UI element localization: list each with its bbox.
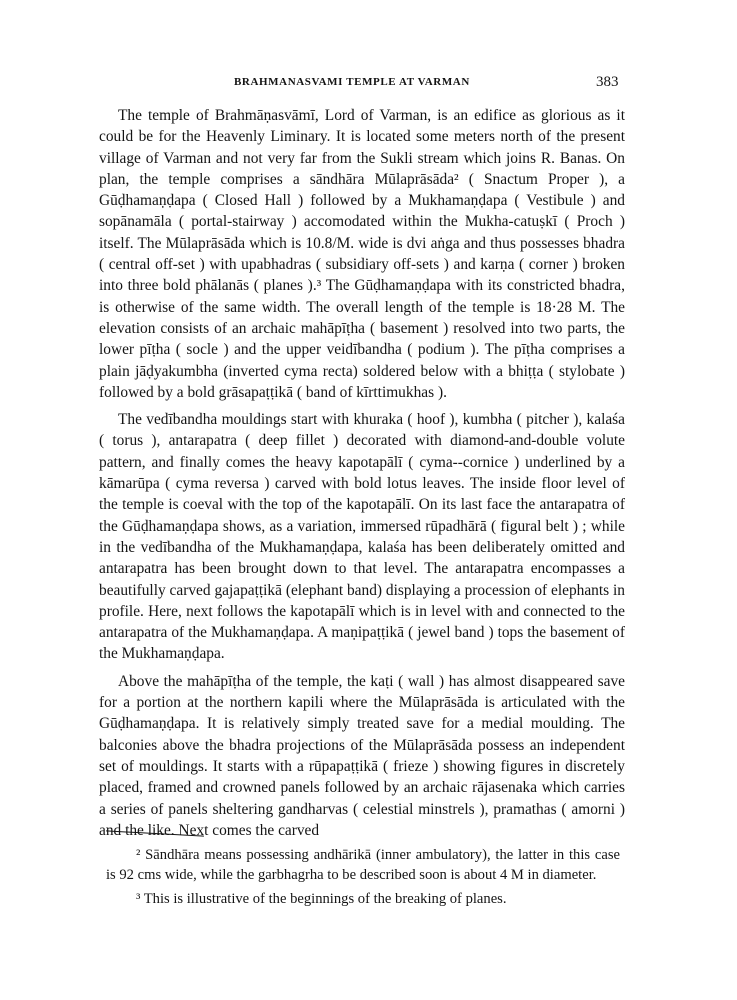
footnotes — [106, 845, 620, 909]
body-text — [99, 105, 625, 841]
footnote-2: ² Sāndhāra means possessing andhārikā (inner ambulatory), the latter in this case is 92 cms wide, while the garbhagrha to be described soon is about 4 M in diameter. — [106, 847, 620, 883]
paragraph-vedibandha: The vedībandha mouldings start with khuraka ( hoof ), kumbha ( pitcher ), kalaśa ( torus ), antarapatra ( deep fillet ) decorated with diamond-and-double volute pattern, and finally comes the heavy kapotapālī ( cyma--cornice ) underlined by a kāmarūpa ( cyma reversa ) carved with bold lotus leaves. The inside floor level of the temple is coeval with the top of the kapotapālī. On its last face the antarapatra of the Gūḍhamaṇḍapa shows, as a variation, immersed rūpadhārā ( figural belt ) ; while in the vedībandha of the Mukhamaṇḍapa, kalaśa has been deliberately omitted and antarapatra has been brought down to that level. The antarapatra encompasses a beautifully carved gajapaṭṭikā (elephant band) displaying a procession of elephants in profile. Here, next follows the kapotapālī which is in level with and connected to the antarapatra of the Mukhamaṇḍapa. A maṇipaṭṭikā ( jewel band ) tops the basement of the Mukhamaṇḍapa. — [99, 411, 625, 663]
running-title: BRAHMANASVAMI TEMPLE AT VARMAN — [234, 76, 470, 88]
page-number: 383 — [596, 74, 619, 90]
paragraph-mahapitha: Above the mahāpīṭha of the temple, the kaṭi ( wall ) has almost disappeared save for a portion at the northern kapili where the Mūlaprāsāda is articulated with the Gūḍhamaṇḍapa. It is relatively simply treated save for a medial moulding. The balconies above the bhadra projections of the Mūlaprāsāda possess an independent set of mouldings. It starts with a rūpapaṭṭikā ( frieze ) showing figures in discretely placed, framed and crowned panels followed by an archaic rājasenaka which carries a series of panels sheltering gandharvas ( celestial minstrels ), pramathas ( amorni ) and the like. Next comes the carved — [99, 672, 625, 839]
page-header — [0, 74, 737, 94]
paragraph-plan: The temple of Brahmāṇasvāmī, Lord of Varman, is an edifice as glorious as it could be for the Heavenly Liminary. It is located some meters north of the present village of Varman and not very far from the Sukli stream which joins R. Banas. On plan, the temple comprises a sāndhāra Mūlaprāsāda² ( Snactum Proper ), a Gūḍhamaṇḍapa ( Closed Hall ) followed by a Mukhamaṇḍapa ( Vestibule ) and sopānamāla ( portal-stairway ) accomodated within the Mukha-catuṣkī ( Proch ) itself. The Mūlaprāsāda which is 10.8/M. wide is dvi aṅga and thus possesses bhadra ( central off-set ) with upabhadras ( subsidiary off-sets ) and karṇa ( corner ) broken into three bold phālanās ( planes ).³ The Gūḍhamaṇḍapa with its constricted bhadra, is otherwise of the same width. The overall length of the temple is 18·28 M. The elevation consists of an archaic mahāpīṭha ( basement ) resolved into two parts, the lower pīṭha ( socle ) and the upper veidībandha ( podium ). The pīṭha comprises a plain jāḍyakumbha (inverted cyma recta) soldered below with a bhiṭṭa ( stylobate ) followed by a bold grāsapaṭṭikā ( band of kīrttimukhas ). — [99, 107, 625, 401]
footnote-3: ³ This is illustrative of the beginnings of the breaking of planes. — [136, 891, 507, 907]
